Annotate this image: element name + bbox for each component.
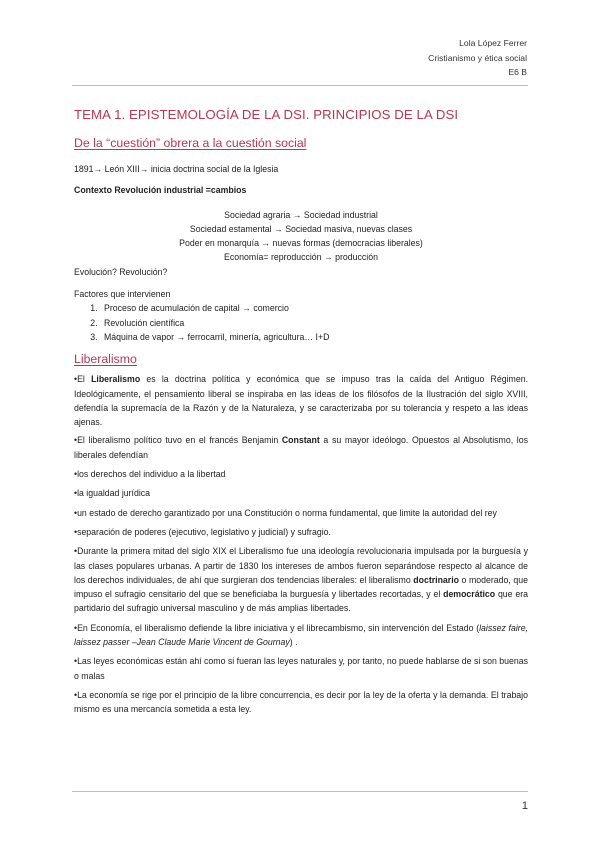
footer-divider xyxy=(72,791,528,792)
course-name: Cristianismo y ética social xyxy=(428,52,527,63)
factor-item: 3. Máquina de vapor → ferrocarril, minería, agricultura… I+D xyxy=(100,330,528,344)
page-title: TEMA 1. EPISTEMOLOGÍA DE LA DSI. PRINCIPIOS DE LA DSI xyxy=(74,107,459,122)
page-header xyxy=(428,36,527,80)
author-name: Lola López Ferrer xyxy=(459,38,527,48)
paragraph: •un estado de derecho garantizado por una Constitución o norma fundamental, que limite la autoridad del rey xyxy=(74,507,497,518)
evolution-question: Evolución? Revolución? xyxy=(74,266,168,277)
header-divider xyxy=(72,85,528,86)
paragraph: •los derechos del individuo a la libertad xyxy=(74,469,226,480)
change-item: Sociedad estamental → Sociedad masiva, nuevas clases xyxy=(189,223,413,234)
context-heading: Contexto Revolución industrial =cambios xyxy=(74,185,247,196)
paragraph: •la igualdad jurídica xyxy=(74,488,151,499)
paragraph: •Durante la primera mitad del siglo XIX el Liberalismo fue una ideología revolucionaria impulsada por la burguesía y las clases populares urbanas. A partir de 1830 los intereses de ambos fueron separándose respecto al alcance de los derechos individuales, de ahí que surgieran dos tendencias liberales: el liberalismo doctrinario o moderado, que impuso el sufragio censitario del que se beneficiaba la burguesía y libertades recortadas, y el democrático que era partidario del sufragio universal masculino y de más amplias libertades. xyxy=(74,546,529,614)
page-number: 1 xyxy=(521,800,528,812)
change-item: Economía= reproducción → producción xyxy=(224,252,378,263)
group-code: E6 B xyxy=(508,67,527,77)
factor-item: 2. Revolución científica xyxy=(100,316,528,330)
timeline-line: 1891→ León XIII→ inicia doctrina social de la Iglesia xyxy=(74,164,279,174)
paragraph: •Las leyes económicas están ahí como si fueran las leyes naturales y, por tanto, no puede hablarse de si son buenas o malas xyxy=(74,656,528,681)
liberalismo-heading: Liberalismo xyxy=(74,352,137,367)
paragraph: •El liberalismo político tuvo en el francés Benjamin Constant a su mayor ideólogo. Opuestos al Absolutismo, los liberales defendían xyxy=(74,435,528,460)
change-item: Poder en monarquía → nuevas formas (democracias liberales) xyxy=(179,238,423,249)
changes-list xyxy=(74,208,528,265)
paragraph: •El Liberalismo es la doctrina política y económica que se impuso tras la caída del Antiguo Régimen. Ideológicamente, el pensamiento liberal se inspiraba en las ideas de los filósofos de la Ilustración del siglo XVIII, defendía la supremacía de la Razón y de la Naturaleza, y se caracterizaba por su tolerancia y respeto a las ideas ajenas. xyxy=(74,374,529,428)
document-body xyxy=(74,106,528,717)
factors-list xyxy=(74,301,528,344)
change-item: Sociedad agraria → Sociedad industrial xyxy=(224,209,378,220)
paragraph: •La economía se rige por el principio de la libre concurrencia, es decir por la ley de la oferta y la demanda. El trabajo mismo es una mercancía sometida a esta ley. xyxy=(74,689,528,715)
paragraph: •separación de poderes (ejecutivo, legislativo y judicial) y sufragio. xyxy=(74,526,331,537)
paragraph: •En Economía, el liberalismo defiende la libre iniciativa y el librecambismo, sin intervención del Estado (laissez faire, laissez passer –Jean Claude Marie Vincent de Gournay) . xyxy=(74,622,528,648)
factor-item: 1. Proceso de acumulación de capital → comercio xyxy=(100,301,528,315)
factors-heading: Factores que intervienen xyxy=(74,289,171,300)
section-subtitle: De la “cuestión” obrera a la cuestión social xyxy=(74,136,307,150)
